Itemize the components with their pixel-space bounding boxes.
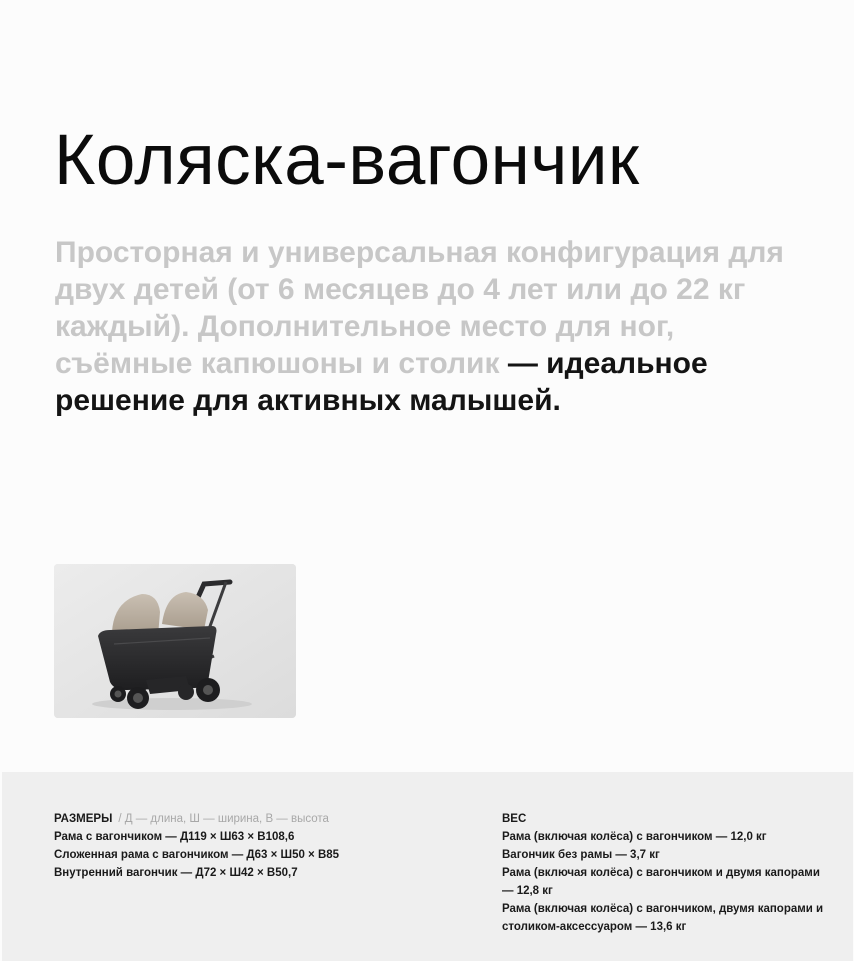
weight-column	[502, 810, 832, 936]
weight-heading	[502, 810, 832, 828]
dimensions-hint: / Д — длина, Ш — ширина, В — высота	[118, 813, 329, 825]
spec-line: Рама (включая колёса) с вагончиком, двумя капорами и столиком-аксессуаром — 13,6 кг	[502, 903, 824, 933]
spec-line: Вагончик без рамы — 3,7 кг	[502, 849, 660, 861]
spec-line: Рама с вагончиком — Д119 × Ш63 × В108,6	[54, 831, 295, 843]
product-photo[interactable]	[54, 564, 296, 718]
spec-line: Внутренний вагончик — Д72 × Ш42 × В50,7	[54, 867, 298, 879]
description-muted: Просторная и универсальная конфигурация для двух детей (от 6 месяцев до 4 лет или до 22 кг каждый). Дополнительное место для ног, съёмные капюшоны и столик	[55, 236, 784, 380]
specs-section	[2, 772, 853, 961]
dimensions-column	[54, 810, 474, 882]
page-title: Коляска-вагончик	[54, 121, 640, 200]
weight-label: ВЕС	[502, 813, 527, 825]
spec-line: Сложенная рама с вагончиком — Д63 × Ш50 × В85	[54, 849, 340, 861]
description-highlight: — идеальное решение для активных малышей.	[55, 347, 708, 417]
stroller-wagon-photo	[54, 564, 296, 718]
spec-line: Рама (включая колёса) с вагончиком — 12,0 кг	[502, 831, 767, 843]
dimensions-heading	[54, 810, 474, 828]
dimensions-label: РАЗМЕРЫ	[54, 813, 113, 825]
product-description	[55, 234, 795, 419]
spec-line: Рама (включая колёса) с вагончиком и двумя капорами — 12,8 кг	[502, 867, 820, 897]
